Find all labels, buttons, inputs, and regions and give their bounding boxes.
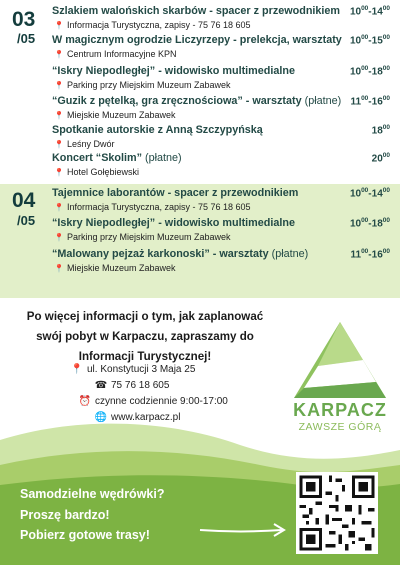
event-title: Tajemnice laborantów - spacer z przewodnikiem (52, 187, 299, 199)
day-month: /05 (17, 213, 36, 228)
event-location: 📍 Miejskie Muzeum Zabawek (54, 263, 176, 273)
event-item (52, 124, 394, 151)
event-location: 📍 Parking przy Miejskim Muzeum Zabawek (54, 232, 231, 242)
map-pin-icon: 📍 (54, 50, 64, 59)
event-item (52, 5, 394, 32)
globe-icon: 🌐 (94, 412, 108, 423)
event-item (52, 152, 394, 179)
logo-tagline: ZAWSZE GÓRĄ (298, 421, 382, 433)
map-pin-icon: 📍 (54, 168, 64, 177)
map-pin-icon: 📍 (54, 264, 64, 273)
map-pin-icon: 📍 (54, 233, 64, 242)
event-item (52, 187, 394, 214)
event-location: 📍 Informacja Turystyczna, zapisy - 75 76 18 605 (54, 202, 251, 212)
day-number: 03 (12, 8, 36, 31)
qr-code-icon[interactable] (296, 472, 378, 554)
event-time: $18^{00}$ (371, 124, 390, 137)
hours-line: ⏰ czynne codziennie 9:00-17:00 (70, 394, 270, 410)
event-time: $10^{00}-14^{00}$ (349, 187, 390, 200)
event-time: $10^{00}-14^{00}$ (349, 5, 390, 18)
logo-wordmark: KARPACZ (293, 400, 387, 420)
map-pin-icon: 📍 (54, 81, 64, 90)
event-title: “Guzik z pętelką, gra zręcznościowa” - warsztaty (płatne) (52, 95, 342, 107)
event-location: 📍 Informacja Turystyczna, zapisy - 75 76 18 605 (54, 20, 251, 30)
clock-icon: ⏰ (78, 396, 92, 407)
map-pin-icon: 📍 (54, 111, 64, 120)
event-title: Koncert “Skolim” (płatne) (52, 152, 182, 164)
event-title: “Iskry Niepodległej” - widowisko multimedialne (52, 65, 295, 77)
event-time: $10^{00}-15^{00}$ (349, 34, 390, 47)
event-item (52, 248, 394, 275)
address-line: 📍 ul. Konstytucji 3 Maja 25 (70, 362, 270, 378)
event-time: $11^{00}-16^{00}$ (350, 95, 390, 108)
event-time: $20^{00}$ (371, 152, 390, 165)
event-item (52, 95, 394, 122)
event-time: $10^{00}-18^{00}$ (349, 217, 390, 230)
map-pin-icon: 📍 (54, 203, 64, 212)
event-location: 📍 Hotel Gołębiewski (54, 167, 139, 177)
map-pin-icon: 📍 (54, 21, 64, 30)
mountain-logo-icon (290, 318, 390, 400)
day-section-may-4 (0, 184, 400, 298)
event-title: “Iskry Niepodległej” - widowisko multimedialne (52, 217, 295, 229)
info-heading: Po więcej informacji o tym, jak zaplanować swój pobyt w Karpaczu, zapraszamy do Informacji Turystycznej! (26, 310, 264, 363)
event-location: 📍 Parking przy Miejskim Muzeum Zabawek (54, 80, 231, 90)
event-title: Spotkanie autorskie z Anną Szczypyńską (52, 124, 263, 136)
website-link[interactable]: 🌐 www.karpacz.pl (70, 410, 270, 426)
map-pin-icon: 📍 (70, 364, 84, 375)
event-item (52, 217, 394, 244)
event-item (52, 65, 394, 92)
cta-line: Samodzielne wędrówki? (20, 487, 165, 501)
event-location: 📍 Leśny Dwór (54, 139, 115, 149)
event-title: “Malowany pejzaż karkonoski” - warsztaty (płatne) (52, 248, 309, 260)
qr-pattern (296, 472, 378, 554)
phone-icon: ☎ (94, 380, 108, 391)
arrow-right-icon (198, 520, 288, 540)
map-pin-icon: 📍 (54, 140, 64, 149)
event-title: Szlakiem walońskich skarbów - spacer z przewodnikiem (52, 5, 341, 17)
cta-section (0, 410, 400, 565)
event-location: 📍 Miejskie Muzeum Zabawek (54, 110, 176, 120)
day-month: /05 (17, 31, 36, 46)
day-section-may-3 (0, 0, 400, 184)
event-item (52, 34, 394, 61)
event-title: W magicznym ogrodzie Liczyrzepy - prelekcja, warsztaty (52, 34, 342, 46)
day-number: 04 (12, 189, 36, 212)
event-location: 📍 Centrum Informacyjne KPN (54, 49, 177, 59)
phone-line: ☎ 75 76 18 605 (70, 378, 270, 394)
cta-line: Pobierz gotowe trasy! (20, 528, 150, 542)
event-time: $10^{00}-18^{00}$ (349, 65, 390, 78)
event-time: $11^{00}-16^{00}$ (350, 248, 390, 261)
cta-line: Proszę bardzo! (20, 508, 110, 522)
